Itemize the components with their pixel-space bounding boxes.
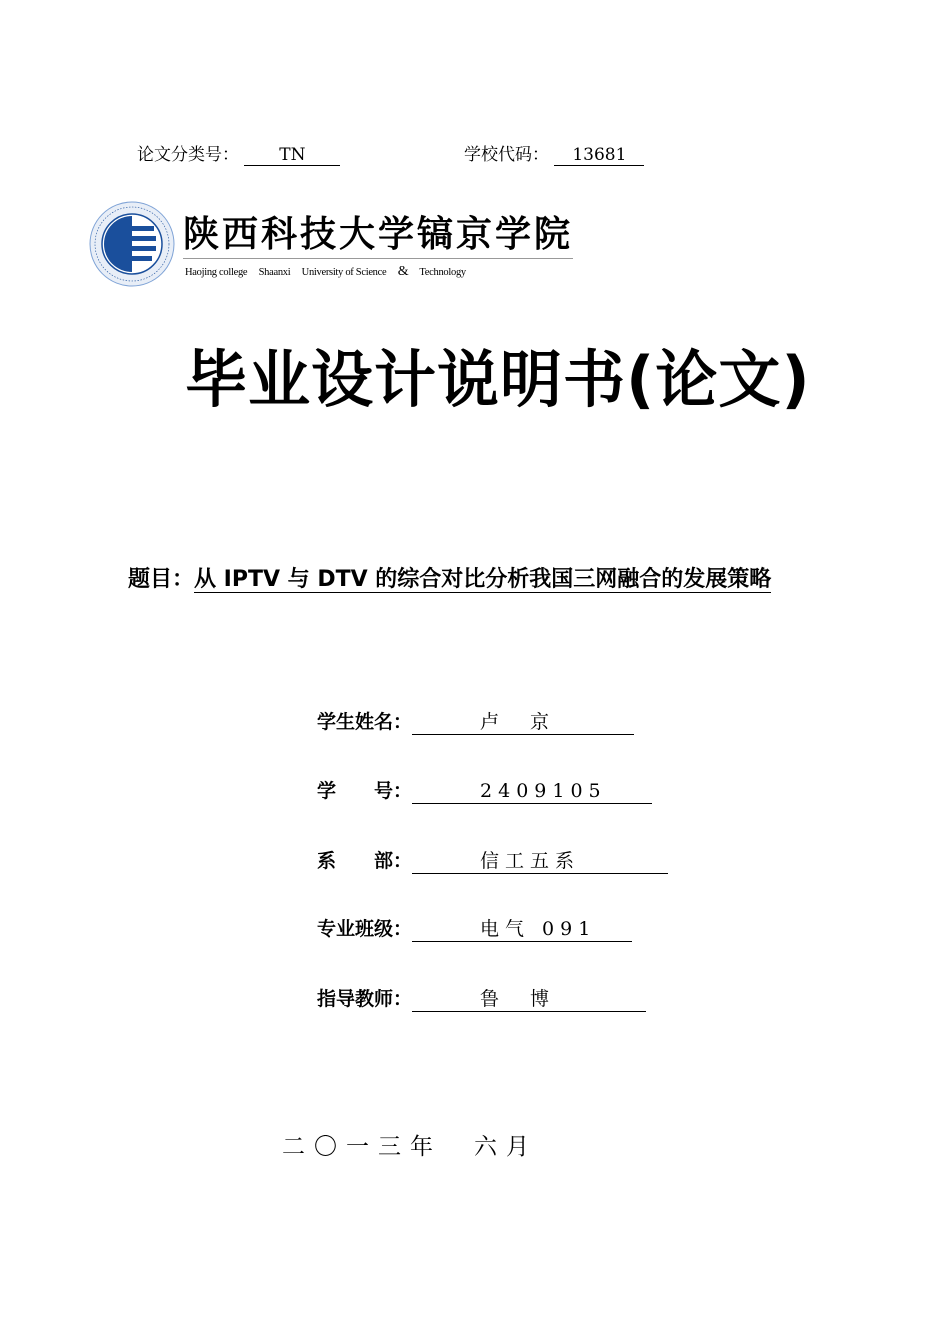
logo-en-part: University of Science: [301, 267, 387, 278]
school-logo-block: [88, 200, 578, 290]
info-row-department: [317, 846, 668, 876]
info-row-student-id: [317, 776, 652, 806]
logo-en-part: Haojing college: [185, 267, 248, 278]
info-label: 学生姓名：: [317, 711, 413, 733]
thesis-subject: [128, 562, 771, 593]
info-value: 电气 091: [412, 917, 632, 942]
classification-label: 论文分类号：: [137, 145, 239, 165]
info-row-advisor: [317, 984, 646, 1014]
subject-label: 题目：: [128, 567, 195, 592]
info-value: 信工五系: [412, 849, 668, 874]
school-code-label: 学校代码：: [464, 145, 549, 165]
info-row-student-name: [317, 707, 634, 737]
info-value: 2409105: [412, 779, 652, 804]
school-name-cn: 陕西科技大学镐京学院: [183, 213, 574, 255]
info-value: 鲁 博: [412, 987, 646, 1012]
info-label: 专业班级：: [317, 918, 413, 940]
info-value: 卢 京: [412, 710, 634, 735]
logo-divider: [183, 258, 573, 259]
info-label: 指导教师：: [317, 988, 413, 1010]
info-label: 学 号：: [317, 780, 413, 802]
school-seal-icon: [88, 200, 176, 288]
document-date: 二〇一三年 六月: [282, 1134, 538, 1160]
school-name-en: [185, 264, 475, 280]
page-title: 毕业设计说明书(论文): [185, 343, 811, 416]
school-code: [464, 140, 644, 166]
logo-en-part: Shaanxi: [258, 267, 291, 278]
info-label: 系 部：: [317, 850, 413, 872]
classification-number: [137, 140, 340, 166]
info-row-class: [317, 914, 632, 944]
logo-en-part: Technology: [419, 267, 466, 278]
classification-value: TN: [244, 145, 340, 166]
logo-en-part: &: [397, 264, 409, 279]
school-code-value: 13681: [554, 145, 644, 166]
subject-value: 从 IPTV 与 DTV 的综合对比分析我国三网融合的发展策略: [194, 567, 772, 592]
